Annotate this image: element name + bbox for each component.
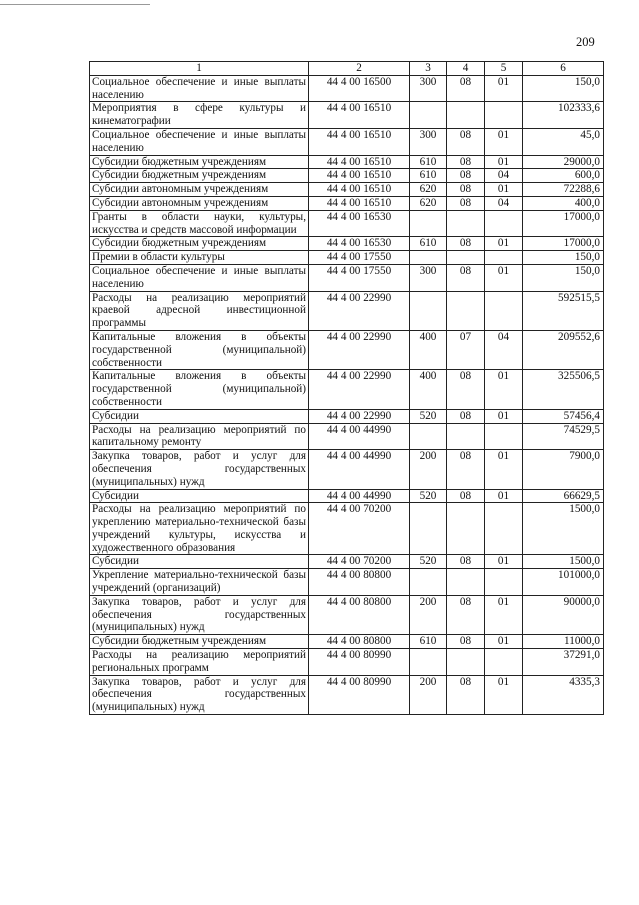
subsection-cell: 01 [485,635,523,649]
section-cell [447,423,485,450]
expense-type-cell [410,210,447,237]
target-code-cell: 44 4 00 44990 [309,423,410,450]
table-row [90,450,604,489]
target-code-cell: 44 4 00 16510 [309,183,410,197]
expense-type-cell: 520 [410,555,447,569]
subsection-cell [485,649,523,676]
subsection-cell: 01 [485,128,523,155]
amount-cell: 17000,0 [523,237,604,251]
table-row [90,675,604,714]
amount-cell: 150,0 [523,264,604,291]
item-name-cell: Закупка товаров, работ и услуг для обеспечения государственных (муниципальных) нужд [90,450,309,489]
amount-cell: 600,0 [523,169,604,183]
target-code-cell: 44 4 00 17550 [309,264,410,291]
item-name-cell: Субсидии автономным учреждениям [90,196,309,210]
subsection-cell [485,291,523,330]
amount-cell: 72288,6 [523,183,604,197]
target-code-cell: 44 4 00 17550 [309,251,410,265]
section-cell: 08 [447,450,485,489]
table-row [90,102,604,129]
section-cell [447,102,485,129]
header-row [90,62,604,76]
subsection-cell: 04 [485,330,523,369]
target-code-cell: 44 4 00 22990 [309,291,410,330]
amount-cell: 45,0 [523,128,604,155]
target-code-cell: 44 4 00 16530 [309,210,410,237]
item-name-cell: Гранты в области науки, культуры, искусства и средств массовой информации [90,210,309,237]
expense-type-cell: 200 [410,450,447,489]
amount-cell: 57456,4 [523,409,604,423]
page-number: 209 [576,35,595,49]
amount-cell: 102333,6 [523,102,604,129]
top-rule [0,4,150,5]
expense-type-cell: 610 [410,237,447,251]
item-name-cell: Социальное обеспечение и иные выплаты населению [90,75,309,102]
amount-cell: 1500,0 [523,503,604,555]
target-code-cell: 44 4 00 22990 [309,409,410,423]
table-row [90,75,604,102]
target-code-cell: 44 4 00 16510 [309,102,410,129]
expense-type-cell: 200 [410,675,447,714]
expense-type-cell: 400 [410,330,447,369]
amount-cell: 150,0 [523,75,604,102]
expense-type-cell: 300 [410,264,447,291]
expense-type-cell [410,291,447,330]
item-name-cell: Премии в области культуры [90,251,309,265]
amount-cell: 66629,5 [523,489,604,503]
section-cell: 08 [447,196,485,210]
section-cell: 08 [447,489,485,503]
table-row [90,595,604,634]
amount-cell: 29000,0 [523,155,604,169]
amount-cell: 400,0 [523,196,604,210]
column-header: 4 [447,62,485,76]
expense-type-cell [410,569,447,596]
table-body [90,75,604,714]
column-header: 6 [523,62,604,76]
table-row [90,423,604,450]
section-cell: 08 [447,555,485,569]
section-cell [447,649,485,676]
expense-type-cell [410,503,447,555]
target-code-cell: 44 4 00 80800 [309,569,410,596]
amount-cell: 209552,6 [523,330,604,369]
subsection-cell [485,210,523,237]
subsection-cell: 01 [485,183,523,197]
item-name-cell: Социальное обеспечение и иные выплаты населению [90,264,309,291]
target-code-cell: 44 4 00 80800 [309,595,410,634]
subsection-cell: 01 [485,450,523,489]
item-name-cell: Капитальные вложения в объекты государственной (муниципальной) собственности [90,330,309,369]
section-cell: 08 [447,169,485,183]
section-cell: 08 [447,264,485,291]
section-cell: 08 [447,183,485,197]
amount-cell: 37291,0 [523,649,604,676]
section-cell: 08 [447,409,485,423]
section-cell [447,251,485,265]
target-code-cell: 44 4 00 16510 [309,196,410,210]
expense-type-cell: 300 [410,128,447,155]
expense-type-cell: 520 [410,489,447,503]
amount-cell: 1500,0 [523,555,604,569]
table-row [90,291,604,330]
subsection-cell: 01 [485,555,523,569]
subsection-cell [485,423,523,450]
expense-type-cell [410,251,447,265]
item-name-cell: Капитальные вложения в объекты государственной (муниципальной) собственности [90,370,309,409]
table-row [90,370,604,409]
target-code-cell: 44 4 00 16500 [309,75,410,102]
target-code-cell: 44 4 00 16510 [309,128,410,155]
target-code-cell: 44 4 00 16530 [309,237,410,251]
table-row [90,128,604,155]
item-name-cell: Субсидии [90,555,309,569]
item-name-cell: Укрепление материально-технической базы учреждений (организаций) [90,569,309,596]
subsection-cell: 04 [485,169,523,183]
subsection-cell: 01 [485,489,523,503]
amount-cell: 90000,0 [523,595,604,634]
item-name-cell: Мероприятия в сфере культуры и кинематографии [90,102,309,129]
column-header: 3 [410,62,447,76]
table-row [90,330,604,369]
table-row [90,503,604,555]
item-name-cell: Субсидии [90,409,309,423]
item-name-cell: Расходы на реализацию мероприятий региональных программ [90,649,309,676]
item-name-cell: Расходы на реализацию мероприятий краевой адресной инвестиционной программы [90,291,309,330]
amount-cell: 11000,0 [523,635,604,649]
item-name-cell: Субсидии [90,489,309,503]
expense-type-cell: 620 [410,196,447,210]
subsection-cell: 01 [485,75,523,102]
table-row [90,251,604,265]
expense-type-cell [410,423,447,450]
table-row [90,183,604,197]
section-cell [447,291,485,330]
target-code-cell: 44 4 00 22990 [309,330,410,369]
table-row [90,210,604,237]
section-cell: 08 [447,128,485,155]
amount-cell: 325506,5 [523,370,604,409]
expense-type-cell [410,102,447,129]
item-name-cell: Закупка товаров, работ и услуг для обеспечения государственных (муниципальных) нужд [90,675,309,714]
column-header: 2 [309,62,410,76]
section-cell: 07 [447,330,485,369]
section-cell: 08 [447,595,485,634]
amount-cell: 101000,0 [523,569,604,596]
expense-type-cell: 620 [410,183,447,197]
target-code-cell: 44 4 00 70200 [309,555,410,569]
amount-cell: 7900,0 [523,450,604,489]
table-row [90,237,604,251]
amount-cell: 74529,5 [523,423,604,450]
subsection-cell: 04 [485,196,523,210]
amount-cell: 4335,3 [523,675,604,714]
subsection-cell: 01 [485,409,523,423]
target-code-cell: 44 4 00 44990 [309,489,410,503]
item-name-cell: Расходы на реализацию мероприятий по капитальному ремонту [90,423,309,450]
subsection-cell: 01 [485,155,523,169]
section-cell [447,210,485,237]
expense-type-cell: 400 [410,370,447,409]
target-code-cell: 44 4 00 16510 [309,155,410,169]
subsection-cell [485,503,523,555]
table-row [90,264,604,291]
item-name-cell: Социальное обеспечение и иные выплаты населению [90,128,309,155]
section-cell: 08 [447,155,485,169]
section-cell: 08 [447,635,485,649]
table-row [90,169,604,183]
subsection-cell: 01 [485,237,523,251]
table-row [90,155,604,169]
item-name-cell: Субсидии бюджетным учреждениям [90,169,309,183]
item-name-cell: Субсидии бюджетным учреждениям [90,237,309,251]
table-row [90,409,604,423]
target-code-cell: 44 4 00 80800 [309,635,410,649]
item-name-cell: Субсидии бюджетным учреждениям [90,155,309,169]
section-cell [447,569,485,596]
table-row [90,196,604,210]
expense-type-cell: 610 [410,169,447,183]
subsection-cell: 01 [485,264,523,291]
amount-cell: 17000,0 [523,210,604,237]
column-header: 1 [90,62,309,76]
subsection-cell: 01 [485,370,523,409]
budget-table [89,61,604,715]
subsection-cell [485,251,523,265]
item-name-cell: Расходы на реализацию мероприятий по укреплению материально-технической базы учреждений культуры, искусства и художественного образования [90,503,309,555]
table-row [90,635,604,649]
target-code-cell: 44 4 00 80990 [309,649,410,676]
section-cell: 08 [447,675,485,714]
table-row [90,569,604,596]
table-row [90,649,604,676]
section-cell: 08 [447,237,485,251]
table-row [90,555,604,569]
subsection-cell [485,569,523,596]
item-name-cell: Субсидии бюджетным учреждениям [90,635,309,649]
section-cell: 08 [447,370,485,409]
column-header: 5 [485,62,523,76]
amount-cell: 592515,5 [523,291,604,330]
expense-type-cell: 300 [410,75,447,102]
subsection-cell [485,102,523,129]
item-name-cell: Закупка товаров, работ и услуг для обеспечения государственных (муниципальных) нужд [90,595,309,634]
expense-type-cell [410,649,447,676]
target-code-cell: 44 4 00 16510 [309,169,410,183]
subsection-cell: 01 [485,675,523,714]
expense-type-cell: 610 [410,635,447,649]
item-name-cell: Субсидии автономным учреждениям [90,183,309,197]
amount-cell: 150,0 [523,251,604,265]
target-code-cell: 44 4 00 70200 [309,503,410,555]
target-code-cell: 44 4 00 22990 [309,370,410,409]
target-code-cell: 44 4 00 44990 [309,450,410,489]
section-cell: 08 [447,75,485,102]
expense-type-cell: 520 [410,409,447,423]
table-row [90,489,604,503]
section-cell [447,503,485,555]
subsection-cell: 01 [485,595,523,634]
expense-type-cell: 610 [410,155,447,169]
target-code-cell: 44 4 00 80990 [309,675,410,714]
expense-type-cell: 200 [410,595,447,634]
